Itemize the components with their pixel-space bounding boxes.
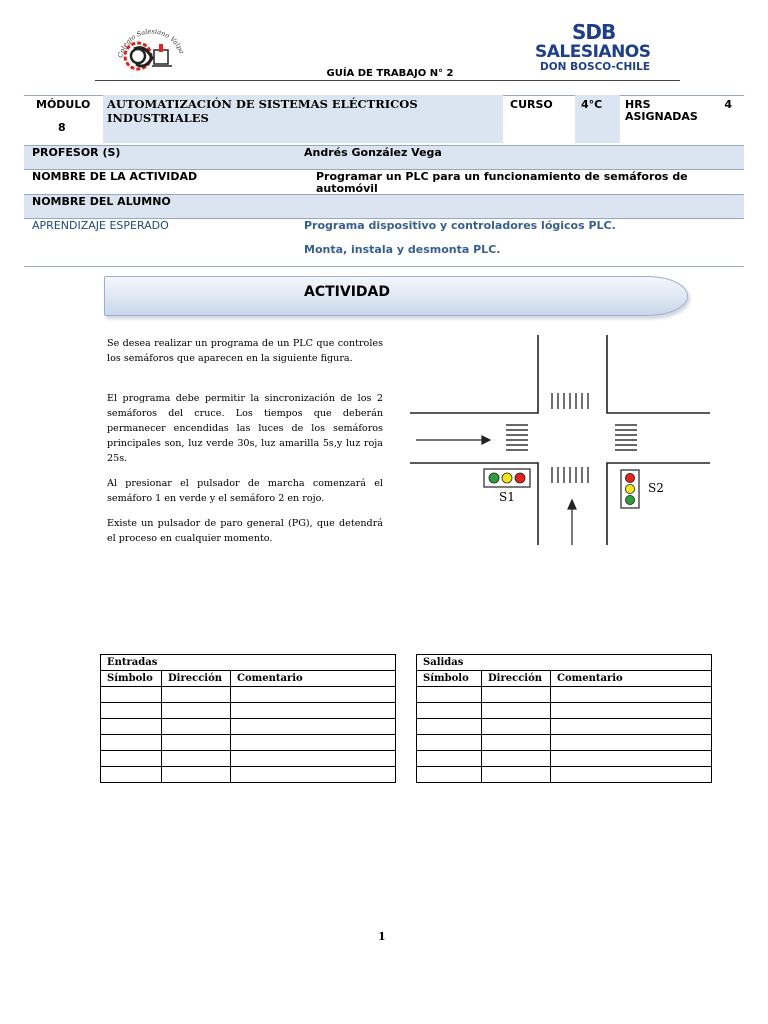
table-row [417, 687, 712, 703]
table-cell[interactable] [482, 687, 551, 703]
page-number: 1 [378, 930, 386, 943]
profesor-label: PROFESOR (S) [32, 146, 121, 159]
table-cell[interactable] [162, 767, 231, 783]
table-cell[interactable] [551, 687, 712, 703]
table-row [101, 735, 396, 751]
table-row [417, 703, 712, 719]
table-cell[interactable] [551, 767, 712, 783]
table-cell[interactable] [551, 719, 712, 735]
table-row [417, 655, 712, 671]
paragraph-3: Al presionar el pulsador de marcha comenzará el semáforo 1 en verde y el semáforo 2 en rojo. [107, 478, 383, 504]
intersection-figure [410, 335, 710, 545]
table-cell[interactable] [417, 719, 482, 735]
salidas-title: Salidas [417, 655, 712, 671]
paragraph-4: Existe un pulsador de paro general (PG), que detendrá el proceso en cualquier momento. [107, 518, 383, 544]
table-cell[interactable] [162, 751, 231, 767]
table-row [417, 735, 712, 751]
semaforo-s2 [621, 470, 664, 508]
table-cell[interactable] [101, 767, 162, 783]
modulo-name-cell [103, 95, 503, 143]
direction-arrows [416, 436, 576, 545]
table-cell[interactable] [231, 703, 396, 719]
table-cell[interactable] [551, 703, 712, 719]
modulo-name: AUTOMATIZACIÓN DE SISTEMAS ELÉCTRICOS INDUSTRIALES [107, 97, 418, 125]
table-row [101, 671, 396, 687]
colegio-logo-graphic [110, 14, 190, 78]
hrs-value: 4 [724, 98, 732, 111]
table-cell[interactable] [231, 751, 396, 767]
actividad-banner-title: ACTIVIDAD [304, 284, 390, 300]
table-cell[interactable] [417, 703, 482, 719]
salidas-header-simbolo: Símbolo [417, 671, 482, 687]
table-cell[interactable] [231, 735, 396, 751]
table-cell[interactable] [482, 751, 551, 767]
intersection-diagram [410, 335, 710, 545]
hrs-cell [621, 95, 744, 143]
entradas-header-comentario: Comentario [231, 671, 396, 687]
table-cell[interactable] [231, 719, 396, 735]
table-row [101, 719, 396, 735]
table-cell[interactable] [551, 751, 712, 767]
header-rule [95, 80, 680, 81]
salidas-header-comentario: Comentario [551, 671, 712, 687]
entradas-table [100, 654, 396, 783]
table-cell[interactable] [551, 735, 712, 751]
table-cell[interactable] [482, 735, 551, 751]
table-row [101, 703, 396, 719]
alumno-label: NOMBRE DEL ALUMNO [32, 195, 171, 208]
table-cell[interactable] [482, 767, 551, 783]
table-cell[interactable] [231, 687, 396, 703]
table-row [417, 671, 712, 687]
table-row [417, 751, 712, 767]
table-cell[interactable] [101, 703, 162, 719]
s2-label: S2 [648, 481, 664, 495]
actividad-value-2: automóvil [316, 182, 378, 195]
table-row [417, 767, 712, 783]
entradas-header-simbolo: Símbolo [101, 671, 162, 687]
salesianos-logo [532, 20, 657, 80]
table-cell[interactable] [417, 767, 482, 783]
table-cell[interactable] [231, 767, 396, 783]
table-row [101, 767, 396, 783]
table-cell[interactable] [162, 719, 231, 735]
paragraph-1: Se desea realizar un programa de un PLC que controles los semáforos que aparecen en la siguiente figura. [107, 338, 383, 364]
table-cell[interactable] [417, 687, 482, 703]
modulo-label: MÓDULO [36, 98, 91, 111]
semaforo-s1 [484, 469, 530, 504]
table-row [101, 751, 396, 767]
sdb-mark: SDB [572, 20, 616, 44]
guide-title: GUÍA DE TRABAJO N° 2 [326, 68, 454, 79]
table-cell[interactable] [101, 687, 162, 703]
paragraph-2: El programa debe permitir la sincronización de los 2 semáforos del cruce. Los tiempos que deberán permanecer encendidas las luces de los semáforos principales son, luz verde 30s, luz amarilla 5s,y luz roja 25s. [107, 393, 383, 464]
table-cell[interactable] [162, 703, 231, 719]
colegio-logo [110, 14, 190, 78]
aprendizaje-value-1: Programa dispositivo y controladores lógicos PLC. [304, 219, 616, 232]
entradas-title: Entradas [101, 655, 396, 671]
don-bosco-chile: DON BOSCO-CHILE [540, 61, 651, 73]
hrs-label-2: ASIGNADAS [625, 110, 698, 123]
table-cell[interactable] [162, 735, 231, 751]
profesor-value: Andrés González Vega [304, 146, 442, 159]
table-cell[interactable] [101, 719, 162, 735]
curso-value-cell [575, 95, 620, 143]
s1-label: S1 [499, 490, 515, 504]
salesianos-name: SALESIANOS [535, 42, 651, 62]
salidas-table [416, 654, 712, 783]
curso-label: CURSO [510, 98, 553, 111]
actividad-banner [104, 276, 688, 316]
salidas-header-direccion: Dirección [482, 671, 551, 687]
table-bottom-border [24, 266, 744, 267]
table-cell[interactable] [162, 687, 231, 703]
aprendizaje-label: APRENDIZAJE ESPERADO [32, 219, 169, 232]
table-row [101, 655, 396, 671]
table-cell[interactable] [417, 735, 482, 751]
modulo-row [24, 95, 744, 145]
hrs-label: HRS [625, 98, 651, 111]
curso-cell [504, 95, 574, 143]
actividad-label: NOMBRE DE LA ACTIVIDAD [32, 170, 198, 183]
curso-value: 4°C [581, 98, 603, 111]
table-cell[interactable] [101, 735, 162, 751]
modulo-value: 8 [58, 121, 66, 134]
table-row [417, 719, 712, 735]
table-row [101, 687, 396, 703]
table-cell[interactable] [101, 751, 162, 767]
table-cell[interactable] [482, 703, 551, 719]
actividad-value-1: Programar un PLC para un funcionamiento de semáforos de [316, 170, 688, 183]
aprendizaje-value-2: Monta, instala y desmonta PLC. [304, 243, 501, 256]
modulo-cell [24, 95, 102, 143]
table-cell[interactable] [482, 719, 551, 735]
logo-arc-text: Colegio Salesiano Valpa [116, 27, 186, 59]
table-cell[interactable] [417, 751, 482, 767]
entradas-header-direccion: Dirección [162, 671, 231, 687]
